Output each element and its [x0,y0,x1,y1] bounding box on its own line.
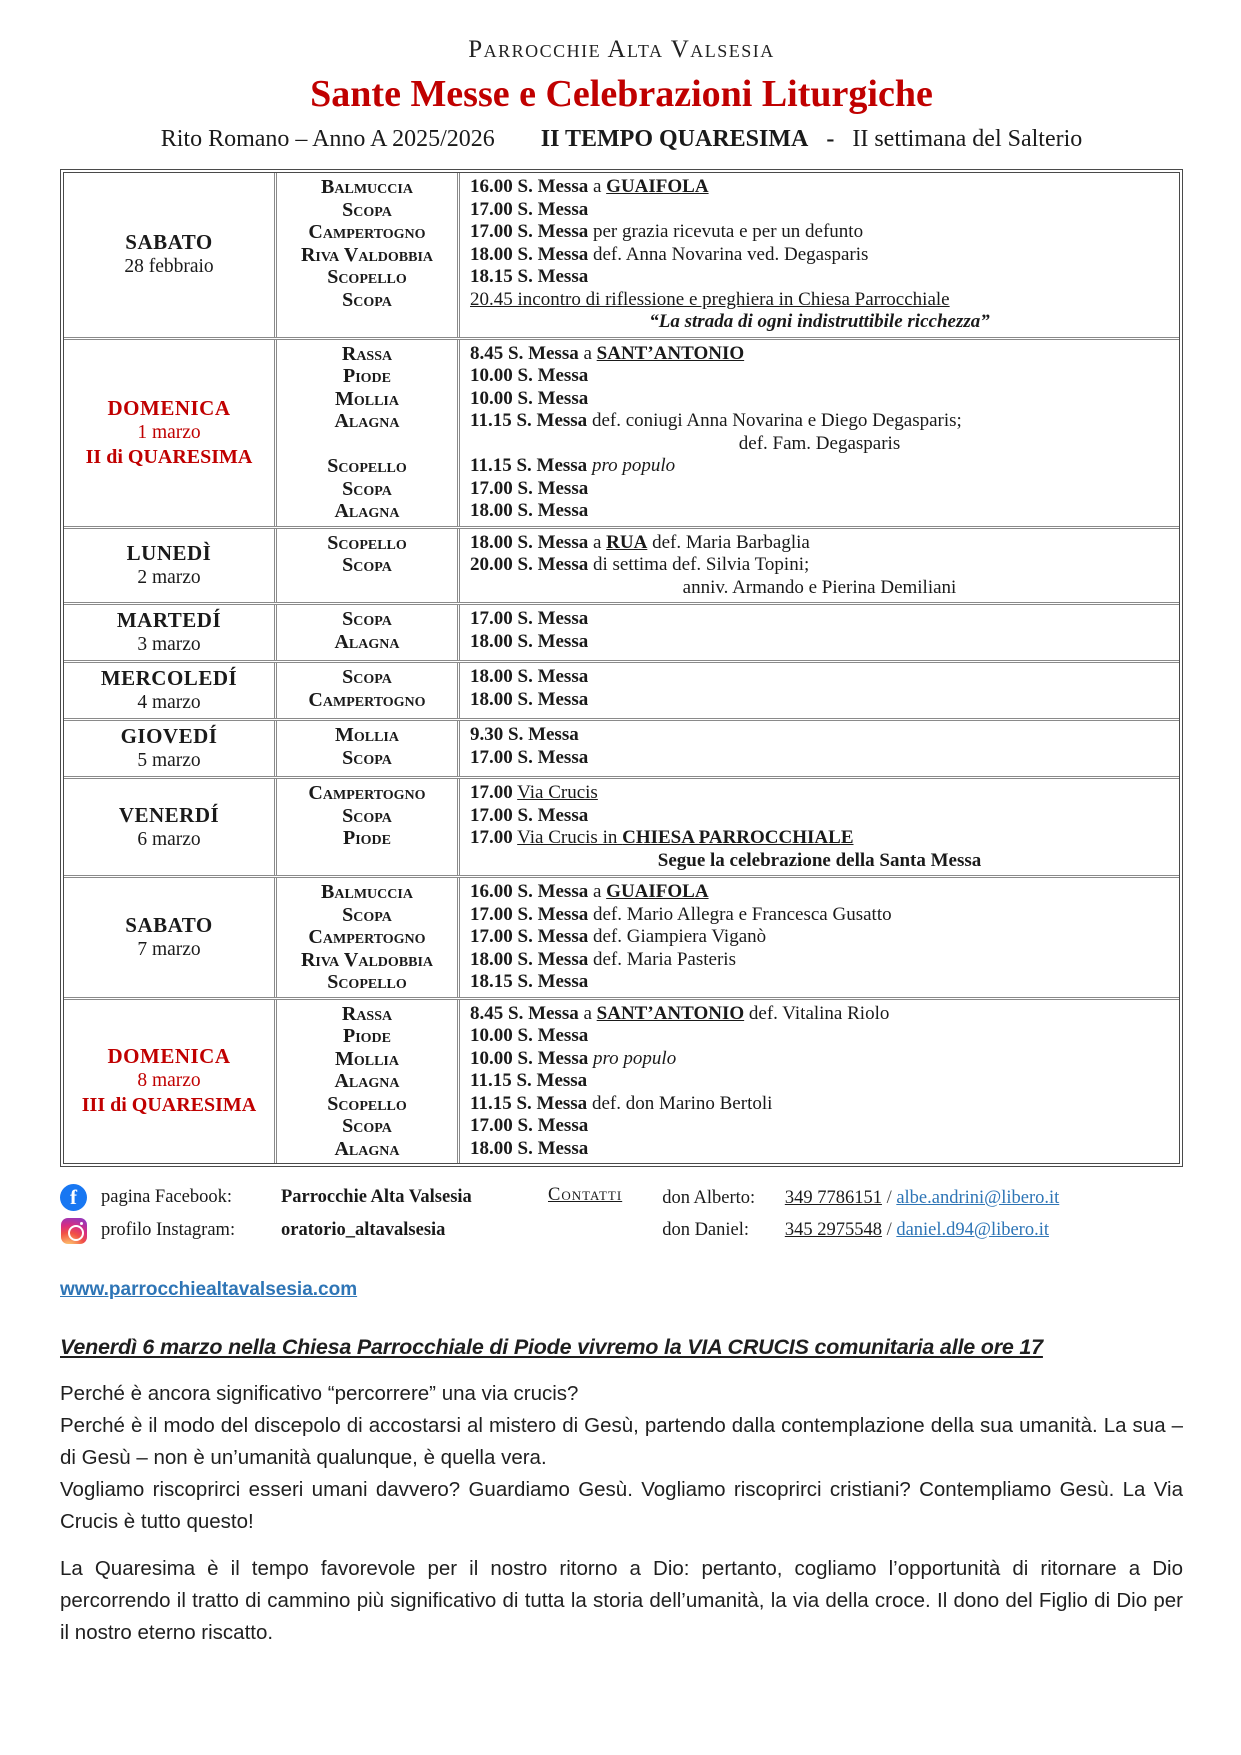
mass-line [470,311,1169,334]
location-name: Scopello [327,1092,407,1115]
location-name: Scopa [342,608,392,630]
location-name: Scopello [327,266,407,288]
mass-line-segment: Via Crucis [517,782,598,803]
mass-line-segment: 11.15 S. Messa [470,1070,588,1091]
mass-line-segment: RUA [606,531,648,553]
location-name: Campertogno [308,782,426,804]
mass-line-segment: SANT’ANTONIO [596,1002,745,1024]
mass-line-segment: 10.00 S. Messa [470,1025,589,1046]
locations-cell [274,340,460,526]
mass-line [470,410,1169,433]
mass-line-segment: 11.15 S. Messa [470,1092,588,1114]
mass-line-segment: 16.00 S. Messa [470,881,589,902]
mass-line [470,1093,1169,1116]
announcement-paragraph: Perché è ancora significativo “percorrere” una via crucis? [60,1382,579,1405]
mass-line-segment: GUAIFOLA [606,881,709,902]
mass-line [470,850,1169,873]
location-name: Piode [342,827,391,849]
day-week-label: II di QUARESIMA [85,445,253,468]
location-name: Scopa [342,198,392,221]
day-name: LUNEDÌ [126,540,212,565]
contact-separator: / [886,1220,892,1240]
locations-cell [274,721,460,776]
location-name: Campertogno [308,221,426,243]
announcement-paragraph: Perché è il modo del discepolo di accostarsi al mistero di Gesù, partendo dalla contemplazione della sua umanità. La sua – di Gesù – non è un’umanità qualunque, è quella vera. [60,1414,1183,1469]
details-cell [460,340,1179,526]
rite-year-label: Rito Romano – Anno A 2025/2026 [160,126,495,152]
day-date: 6 marzo [137,828,201,850]
mass-line-segment: 17.00 S. Messa [470,746,589,768]
mass-line [470,1025,1169,1048]
contact-phone: 349 7786151 [784,1188,882,1208]
table-row [64,526,1179,603]
mass-line-segment: 10.00 S. Messa [470,1047,589,1069]
details-cell [460,779,1179,875]
mass-line-segment: 18.00 S. Messa [470,243,589,265]
facebook-page-name: Parrocchie Alta Valsesia [281,1187,472,1207]
mass-line [470,554,1169,577]
mass-line-segment: 10.00 S. Messa [470,365,589,386]
mass-line [470,747,1169,770]
location-name: Scopa [342,1115,392,1137]
mass-line [470,805,1169,828]
table-row [64,337,1179,526]
mass-line-segment: 17.00 S. Messa [470,903,589,925]
day-date: 8 marzo [137,1070,201,1092]
mass-line-segment: 9.30 S. Messa [470,724,579,745]
liturgical-season-label: II TEMPO QUARESIMA [540,126,809,152]
day-week-label: III di QUARESIMA [81,1094,257,1117]
contact-name: don Daniel: [662,1220,750,1240]
location-name: Scopa [342,903,392,926]
mass-line [470,971,1169,994]
mass-line-segment: 18.15 S. Messa [470,266,589,287]
mass-line-segment: 20.00 S. Messa [470,554,589,575]
details-cell [460,173,1179,337]
contact-email-link[interactable]: daniel.d94@libero.it [896,1220,1049,1240]
day-name: DOMENICA [107,1044,231,1069]
mass-line-segment: 18.00 S. Messa [470,1137,589,1159]
locations-cell [274,663,460,718]
mass-line [470,666,1169,689]
contact-separator: / [886,1188,892,1208]
location-name: Scopello [327,531,407,554]
website-link[interactable]: www.parrocchiealtavalsesia.com [60,1279,358,1300]
contact-phone: 345 2975548 [784,1220,882,1240]
mass-line [470,689,1169,712]
contact-email-link[interactable]: albe.andrini@libero.it [896,1188,1060,1208]
mass-line-segment: 17.00 S. Messa [470,804,589,826]
mass-line-segment: 10.00 S. Messa [470,387,589,409]
mass-line-segment: 18.00 S. Messa [470,500,589,521]
mass-line [470,176,1169,199]
mass-line-segment: CHIESA PARROCCHIALE [622,827,854,848]
mass-line-segment: pro populo [587,455,676,476]
announcement-section [60,1335,1183,1649]
contact-name: don Alberto: [662,1188,756,1208]
mass-line-segment: 11.15 S. Messa [470,410,588,431]
location-name: Alagna [334,1137,400,1160]
mass-line-segment: 8.45 S. Messa [470,342,579,364]
mass-line-segment: def. Giampiera Viganò [588,926,767,947]
mass-line [470,343,1169,366]
page-kicker: Parrocchie Alta Valsesia [468,36,775,63]
mass-line [470,724,1169,747]
details-cell [460,878,1179,997]
mass-line-segment: 16.00 S. Messa [470,176,589,197]
mass-line-segment: def. don Marino Bertoli [587,1092,773,1114]
location-name: Scopa [342,746,392,769]
location-name: Rassa [341,1002,393,1025]
details-cell [460,605,1179,660]
announcement-paragraph: Vogliamo riscoprirci esseri umani davvero? Guardiamo Gesù. Vogliamo riscoprirci cristiani? Contempliamo Gesù. La Via Crucis è tutto questo! [60,1478,1183,1533]
location-name: Piode [342,365,391,387]
mass-line [470,244,1169,267]
location-name: Alagna [334,500,400,522]
table-row [64,997,1179,1164]
mass-line [470,881,1169,904]
mass-line-segment: def. coniugi Anna Novarina e Diego Degasparis; [587,410,962,431]
mass-line-segment: 17.00 S. Messa [470,221,589,242]
instagram-label: profilo Instagram: [101,1220,236,1240]
contact-row [662,1185,1059,1217]
mass-line-segment: a [578,342,597,364]
contacts-block [530,1181,1183,1249]
mass-line [470,904,1169,927]
mass-line-segment: 17.00 S. Messa [470,198,589,220]
mass-line-segment: 8.45 S. Messa [470,1002,579,1024]
mass-line [470,221,1169,244]
footer [60,1181,1183,1249]
mass-line-segment: SANT’ANTONIO [596,342,745,364]
mass-line [470,949,1169,972]
mass-line-segment: 17.00 S. Messa [470,926,589,947]
locations-cell [274,1000,460,1164]
location-name: Scopello [327,455,407,477]
location-name: Scopa [342,288,392,311]
location-name: Scopello [327,971,407,993]
social-block [60,1181,530,1249]
day-name: VENERDÍ [118,802,220,827]
day-date: 5 marzo [137,750,201,771]
announcement-heading: Venerdì 6 marzo nella Chiesa Parrocchiale di Piode vivremo la VIA CRUCIS comunitaria alle ore 17 [60,1335,1043,1359]
facebook-line [60,1181,530,1214]
instagram-profile-name: oratorio_altavalsesia [281,1220,446,1240]
mass-line-segment: def. Fam. Degasparis [738,432,901,454]
location-name: Campertogno [308,926,426,948]
mass-line-segment: def. Maria Pasteris [588,948,736,970]
mass-line [470,926,1169,949]
mass-line [470,1115,1169,1138]
location-name: Piode [342,1025,391,1047]
mass-line [470,266,1169,289]
locations-cell [274,779,460,875]
page-title: Sante Messe e Celebrazioni Liturgiche [310,73,933,115]
mass-line-segment: a [588,531,607,553]
psalter-week-label: II settimana del Salterio [852,126,1083,152]
instagram-icon [61,1218,87,1244]
mass-line-segment: GUAIFOLA [606,176,709,197]
contact-lines [662,1185,1059,1249]
locations-cell [274,605,460,660]
day-date: 1 marzo [137,421,201,443]
mass-line [470,455,1169,478]
table-row [64,173,1179,337]
locations-cell [274,529,460,603]
mass-line-segment: 17.00 S. Messa [470,1115,589,1136]
location-name: Mollia [334,387,399,410]
mass-line [470,1070,1169,1093]
location-name [277,850,457,873]
mass-line-segment: 11.15 S. Messa [470,455,588,476]
mass-line-segment: Via Crucis in [517,827,623,848]
table-row [64,602,1179,660]
mass-line [470,199,1169,222]
mass-line-segment: a [588,881,607,902]
day-cell [64,663,274,718]
mass-line-segment: 18.00 S. Messa [470,948,589,970]
mass-line-segment: a [578,1002,597,1024]
mass-line-segment: anniv. Armando e Pierina Demiliani [682,576,957,598]
location-name: Riva Valdobbia [300,243,434,266]
mass-line-segment: 17.00 [470,827,513,848]
facebook-icon [60,1184,87,1211]
mass-line-segment: 18.00 S. Messa [470,688,589,710]
day-cell [64,721,274,776]
mass-line [470,388,1169,411]
contact-row [662,1217,1059,1249]
day-cell [64,340,274,526]
day-date: 2 marzo [137,566,201,588]
day-name: MARTEDÍ [116,608,222,632]
mass-line [470,782,1169,805]
location-name [277,311,457,334]
subtitle-dash: - [826,126,835,152]
website-line [60,1279,1183,1301]
mass-line-segment: 18.00 S. Messa [470,531,589,553]
location-name: Scopa [342,554,392,576]
location-name: Mollia [334,1047,399,1070]
day-date: 7 marzo [137,938,201,960]
day-cell [64,529,274,603]
day-name: MERCOLEDÍ [100,666,238,690]
mass-line [470,478,1169,501]
day-date: 3 marzo [137,634,201,655]
location-name: Balmuccia [321,881,413,903]
mass-line [470,1048,1169,1071]
day-cell [64,1000,274,1164]
mass-line-segment: def. Mario Allegra e Francesca Gusatto [588,903,892,925]
mass-line-segment: 17.00 S. Messa [470,608,589,629]
mass-line-segment: 18.15 S. Messa [470,971,589,992]
location-name: Scopa [342,666,392,688]
day-date: 4 marzo [137,692,201,713]
mass-line [470,631,1169,654]
day-cell [64,779,274,875]
mass-line-segment: a [588,176,607,197]
day-cell [64,605,274,660]
details-cell [460,529,1179,603]
mass-line [470,500,1169,523]
mass-line-segment: 18.00 S. Messa [470,666,589,687]
location-name: Scopa [342,477,392,500]
mass-line [470,1003,1169,1026]
details-cell [460,663,1179,718]
instagram-line [60,1214,530,1247]
location-name: Alagna [334,410,400,432]
location-name: Campertogno [308,688,426,711]
mass-line-segment: “La strada di ogni indistruttibile ricchezza” [649,311,990,332]
mass-line-segment: 17.00 S. Messa [470,477,589,499]
location-name: Scopa [342,804,392,827]
day-name: GIOVEDÍ [120,724,218,748]
location-name: Mollia [334,724,399,746]
location-name: Balmuccia [321,176,413,198]
day-date: 28 febbraio [124,256,214,278]
mass-line [470,365,1169,388]
day-cell [64,878,274,997]
details-cell [460,1000,1179,1164]
day-name: SABATO [125,912,213,937]
location-name: Alagna [334,1070,400,1092]
mass-line [470,608,1169,631]
mass-line-segment: def. Anna Novarina ved. Degasparis [588,243,869,265]
contacts-heading: Contatti [548,1185,623,1205]
mass-line [470,289,1169,312]
mass-line-segment: def. Maria Barbaglia [647,531,810,553]
mass-line [470,827,1169,850]
mass-line-segment: 18.00 S. Messa [470,630,589,652]
day-name: DOMENICA [107,395,231,420]
table-row [64,776,1179,875]
announcement-paragraph: La Quaresima è il tempo favorevole per il nostro ritorno a Dio: pertanto, cogliamo l’opportunità di ritornare a Dio percorrendo il tratto di cammino più significativo di tutta la storia dell’umanità, la via della croce. Il dono del Figlio di Dio per il nostro eterno riscatto. [60,1557,1183,1644]
mass-line [470,433,1169,456]
mass-line-segment: def. Vitalina Riolo [744,1002,890,1024]
mass-line-segment: per grazia ricevuta e per un defunto [588,221,864,242]
locations-cell [274,878,460,997]
location-name [277,433,457,456]
mass-line-segment: Segue la celebrazione della Santa Messa [657,849,982,871]
location-name: Rassa [341,342,393,365]
location-name [277,577,457,600]
locations-cell [274,173,460,337]
location-name: Riva Valdobbia [300,948,434,971]
day-cell [64,173,274,337]
mass-line-segment: pro populo [588,1047,677,1069]
mass-line-segment: di settima def. Silvia Topini; [588,554,810,575]
mass-table [60,169,1183,1167]
facebook-label: pagina Facebook: [101,1187,232,1207]
table-row [64,660,1179,718]
mass-line-segment: 20.45 incontro di riflessione e preghiera in Chiesa Parrocchiale [470,288,950,310]
table-row [64,875,1179,997]
mass-line [470,1138,1169,1161]
location-name: Alagna [334,630,400,653]
details-cell [460,721,1179,776]
mass-line [470,532,1169,555]
mass-line [470,577,1169,600]
day-name: SABATO [125,230,213,255]
subtitle-line [60,126,1183,153]
table-row [64,718,1179,776]
mass-line-segment: 17.00 [470,782,513,803]
